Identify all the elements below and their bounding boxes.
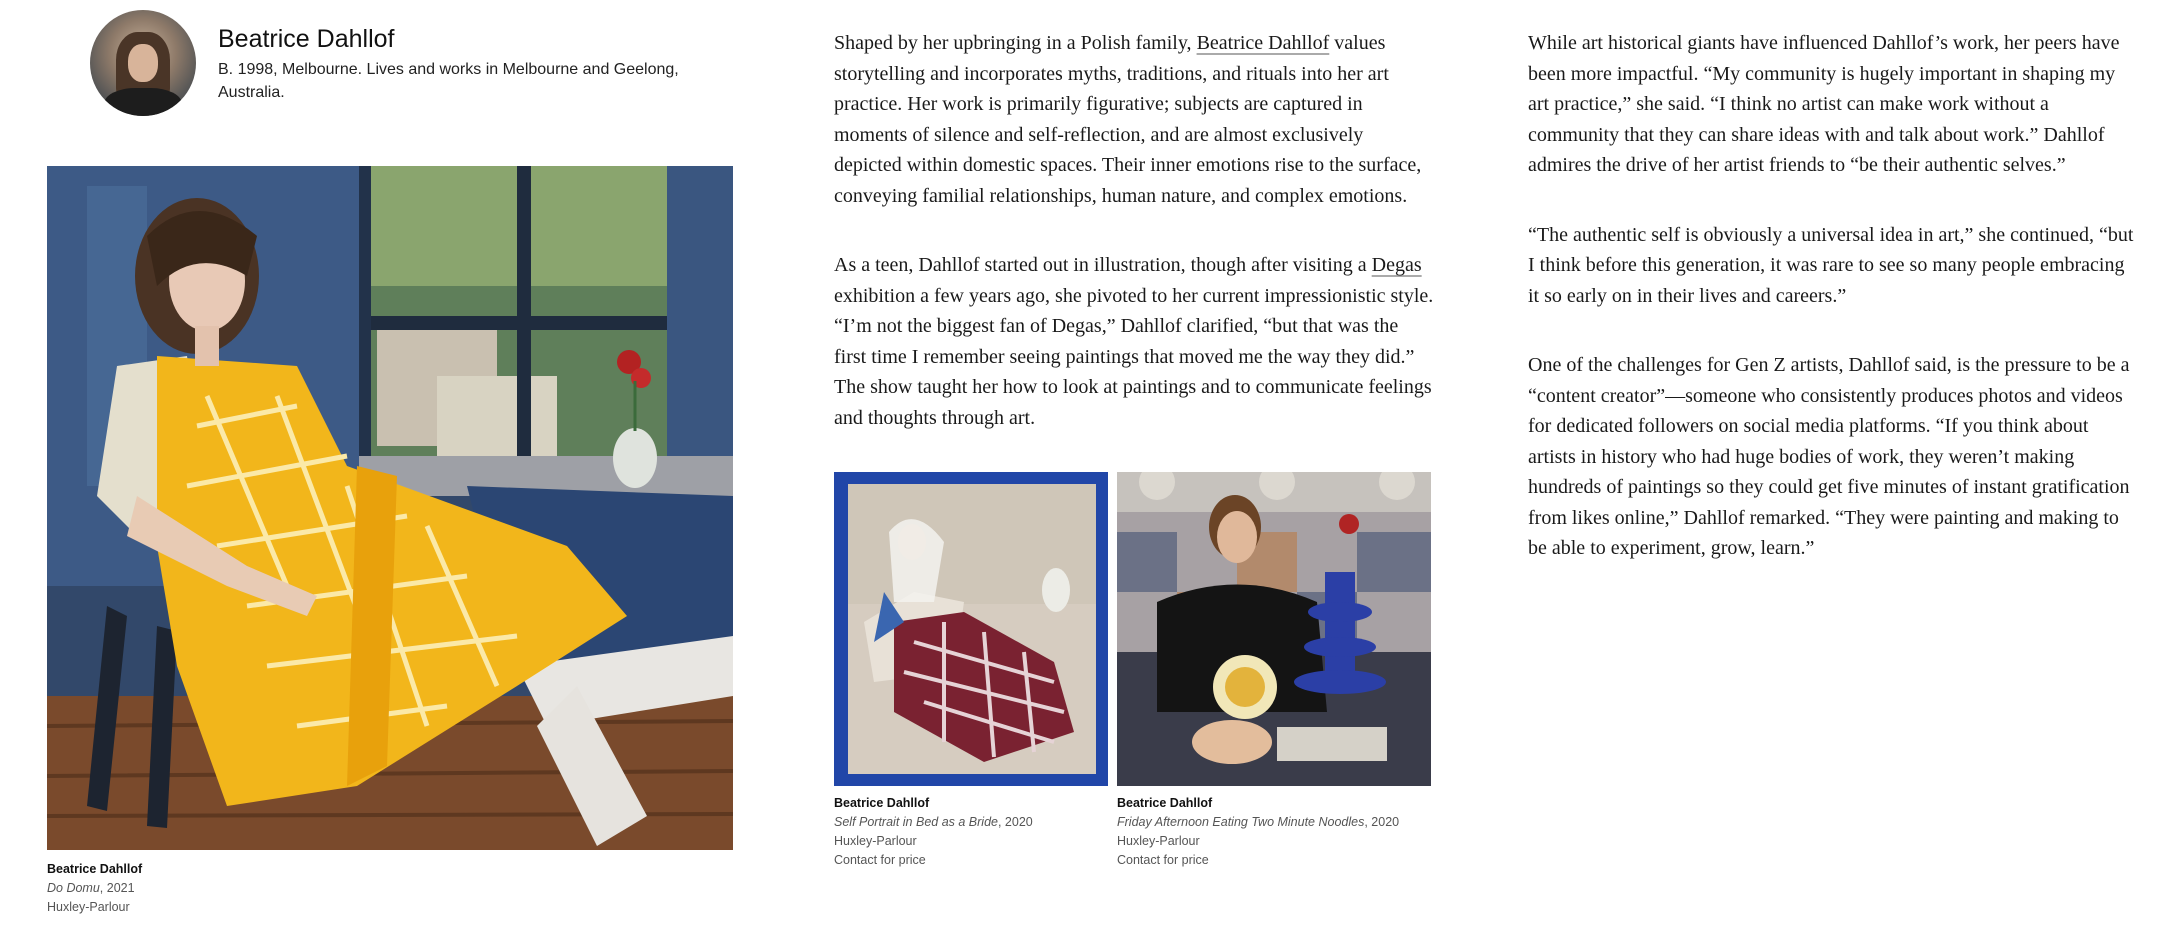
caption-price[interactable]: Contact for price bbox=[834, 853, 926, 867]
article-paragraph: One of the challenges for Gen Z artists, Dahllof said, is the pressure to be a “content creator”—someone who consistently produces photos and videos for dedicated followers on social media platforms. “If you think about artists in history who had huge bodies of work, they weren’t making hundreds of paintings so they could get five minutes of instant gratification from likes online,” Dahllof remarked. “They were painting and making to be able to experiment, grow, learn.” bbox=[1528, 354, 2130, 559]
article-paragraph: “The authentic self is obviously a universal idea in art,” she continued, “but I think before this generation, it was rare to see so many people embracing it so early on in their lives and careers.” bbox=[1528, 223, 2134, 307]
artwork-image-self-portrait[interactable] bbox=[834, 472, 1108, 786]
article-column-3 bbox=[1528, 28, 2138, 603]
caption-gallery[interactable]: Huxley-Parlour bbox=[47, 900, 130, 914]
article-paragraph: Shaped by her upbringing in a Polish family, Beatrice Dahllof values storytelling and incorporates myths, traditions, and rituals into her art practice. Her work is primarily figurative; subjects are captured in moments of silence and self-reflection, and are almost exclusively depicted within domestic spaces. Their inner emotions rise to the surface, conveying familial relationships, human nature, and complex emotions. bbox=[834, 32, 1422, 207]
caption-year: , 2020 bbox=[997, 815, 1033, 829]
artwork-image-do-domu[interactable] bbox=[47, 166, 733, 850]
article-paragraph: As a teen, Dahllof started out in illustration, though after visiting a Degas exhibition a few years ago, she pivoted to her current impressionistic style. “I’m not the biggest fan of Degas,” Dahllof clarified, “but that was the first time I remember seeing paintings that moved me the way they did.” The show taught her how to look at paintings and to communicate feelings and thoughts through art. bbox=[834, 254, 1434, 429]
caption-gallery[interactable]: Huxley-Parlour bbox=[834, 834, 917, 848]
artwork-image-friday-afternoon[interactable] bbox=[1117, 472, 1431, 786]
caption-title[interactable]: Do Domu bbox=[47, 881, 100, 895]
artwork-caption-do-domu bbox=[47, 860, 142, 917]
artwork-caption-self-portrait bbox=[834, 794, 1033, 870]
artist-avatar[interactable] bbox=[90, 10, 196, 116]
artist-link[interactable]: Beatrice Dahllof bbox=[1196, 32, 1330, 54]
article-column-2 bbox=[834, 28, 1434, 472]
caption-artist[interactable]: Beatrice Dahllof bbox=[834, 796, 930, 810]
artist-name[interactable]: Beatrice Dahllof bbox=[218, 25, 395, 53]
caption-artist[interactable]: Beatrice Dahllof bbox=[47, 862, 143, 876]
caption-year: , 2020 bbox=[1364, 815, 1400, 829]
artwork-caption-friday-afternoon bbox=[1117, 794, 1399, 870]
article-paragraph: While art historical giants have influenced Dahllof’s work, her peers have been more impactful. “My community is hugely important in shaping my art practice,” she said. “I think no artist can make work without a community that they can share ideas with and talk about work.” Dahllof admires the drive of her artist friends to “be their authentic selves.” bbox=[1528, 32, 2120, 176]
caption-price[interactable]: Contact for price bbox=[1117, 853, 1209, 867]
caption-gallery[interactable]: Huxley-Parlour bbox=[1117, 834, 1200, 848]
caption-title[interactable]: Friday Afternoon Eating Two Minute Noodles bbox=[1117, 815, 1365, 829]
caption-artist[interactable]: Beatrice Dahllof bbox=[1117, 796, 1213, 810]
artist-bio: B. 1998, Melbourne. Lives and works in Melbourne and Geelong, Australia. bbox=[218, 61, 679, 101]
artist-profile[interactable] bbox=[90, 10, 698, 116]
caption-year: , 2021 bbox=[99, 881, 135, 895]
left-panel bbox=[0, 0, 800, 928]
caption-title[interactable]: Self Portrait in Bed as a Bride bbox=[834, 815, 998, 829]
degas-link[interactable]: Degas bbox=[1371, 254, 1422, 276]
